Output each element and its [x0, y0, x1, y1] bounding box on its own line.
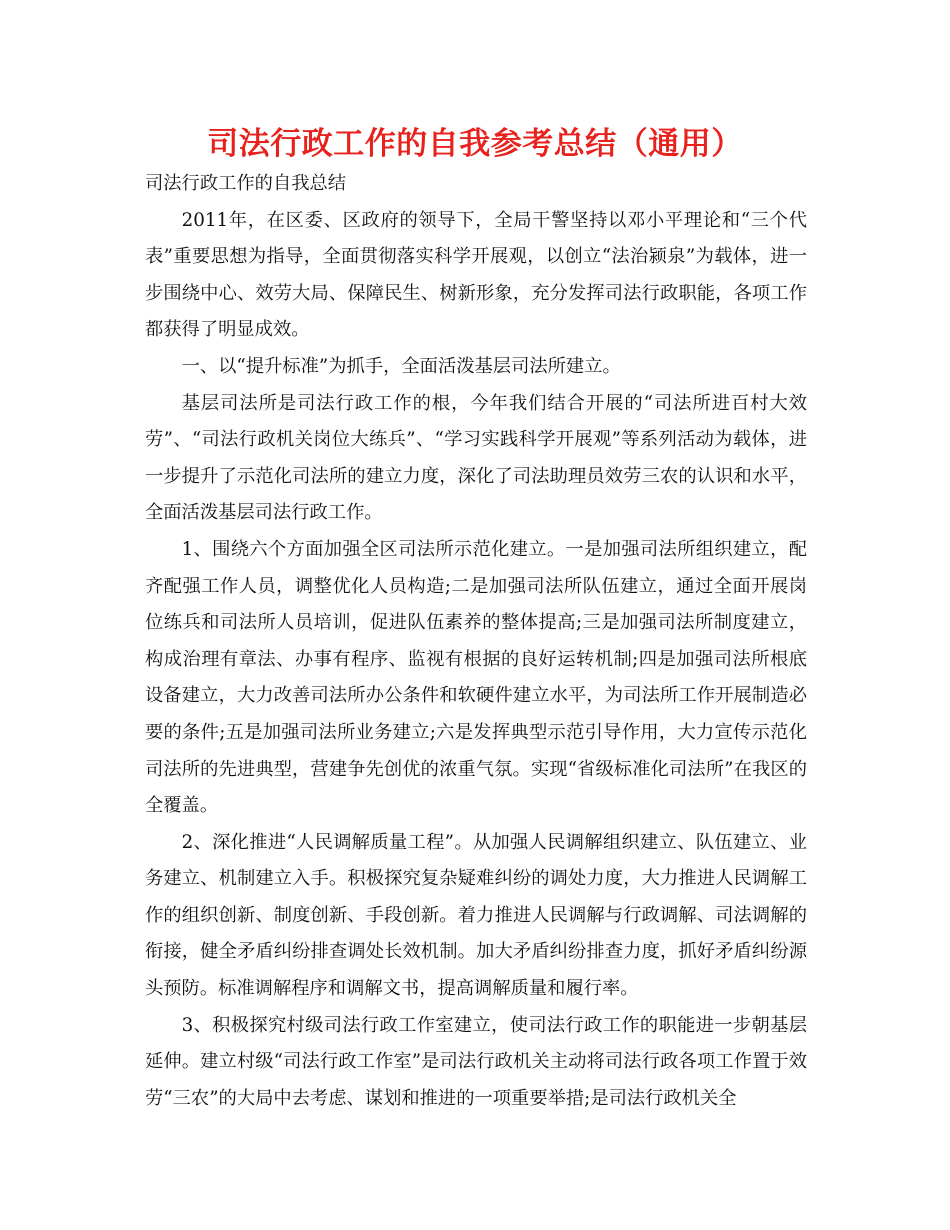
body-paragraph: 1、围绕六个方面加强全区司法所示范化建立。一是加强司法所组织建立，配齐配强工作人员，调整优化人员构造;二是加强司法所队伍建立，通过全面开展岗位练兵和司法所人员培训，促进队伍素养的整体提高;三是加强司法所制度建立，构成治理有章法、办事有程序、监视有根据的良好运转机制;四是加强司法所根底设备建立，大力改善司法所办公条件和软硬件建立水平，为司法所工作开展制造必要的条件;五是加强司法所业务建立;六是发挥典型示范引导作用，大力宣传示范化司法所的先进典型，营建争先创优的浓重气氛。实现“省级标准化司法所”在我区的全覆盖。 — [145, 538, 807, 817]
subtitle-paragraph: 司法行政工作的自我总结 — [145, 173, 347, 194]
document-body — [145, 166, 807, 1117]
intro-paragraph: 2011年，在区委、区政府的领导下，全局干警坚持以邓小平理论和“三个代表”重要思想为指导，全面贯彻落实科学开展观，以创立“法治颍泉”为载体，进一步围绕中心、效劳大局、保障民生、树新形象，充分发挥司法行政职能，各项工作都获得了明显成效。 — [145, 209, 807, 341]
body-paragraph: 3、积极探究村级司法行政工作室建立，使司法行政工作的职能进一步朝基层延伸。建立村级“司法行政工作室”是司法行政机关主动将司法行政各项工作置于效劳“三农”的大局中去考虑、谋划和推进的一项重要举措;是司法行政机关全 — [145, 1014, 807, 1109]
section-heading-1: 一、以“提升标准”为抓手，全面活泼基层司法所建立。 — [181, 355, 621, 377]
document-title: 司法行政工作的自我参考总结（通用） — [207, 126, 743, 162]
body-paragraph: 基层司法所是司法行政工作的根，今年我们结合开展的“司法所进百村大效劳”、“司法行政机关岗位大练兵”、“学习实践科学开展观”等系列活动为载体，进一步提升了示范化司法所的建立力度，深化了司法助理员效劳三农的认识和水平，全面活泼基层司法行政工作。 — [145, 392, 807, 524]
body-paragraph: 2、深化推进“人民调解质量工程”。从加强人民调解组织建立、队伍建立、业务建立、机制建立入手。积极探究复杂疑难纠纷的调处力度，大力推进人民调解工作的组织创新、制度创新、手段创新。着力推进人民调解与行政调解、司法调解的衔接，健全矛盾纠纷排查调处长效机制。加大矛盾纠纷排查力度，抓好矛盾纠纷源头预防。标准调解程序和调解文书，提高调解质量和履行率。 — [145, 831, 807, 1000]
